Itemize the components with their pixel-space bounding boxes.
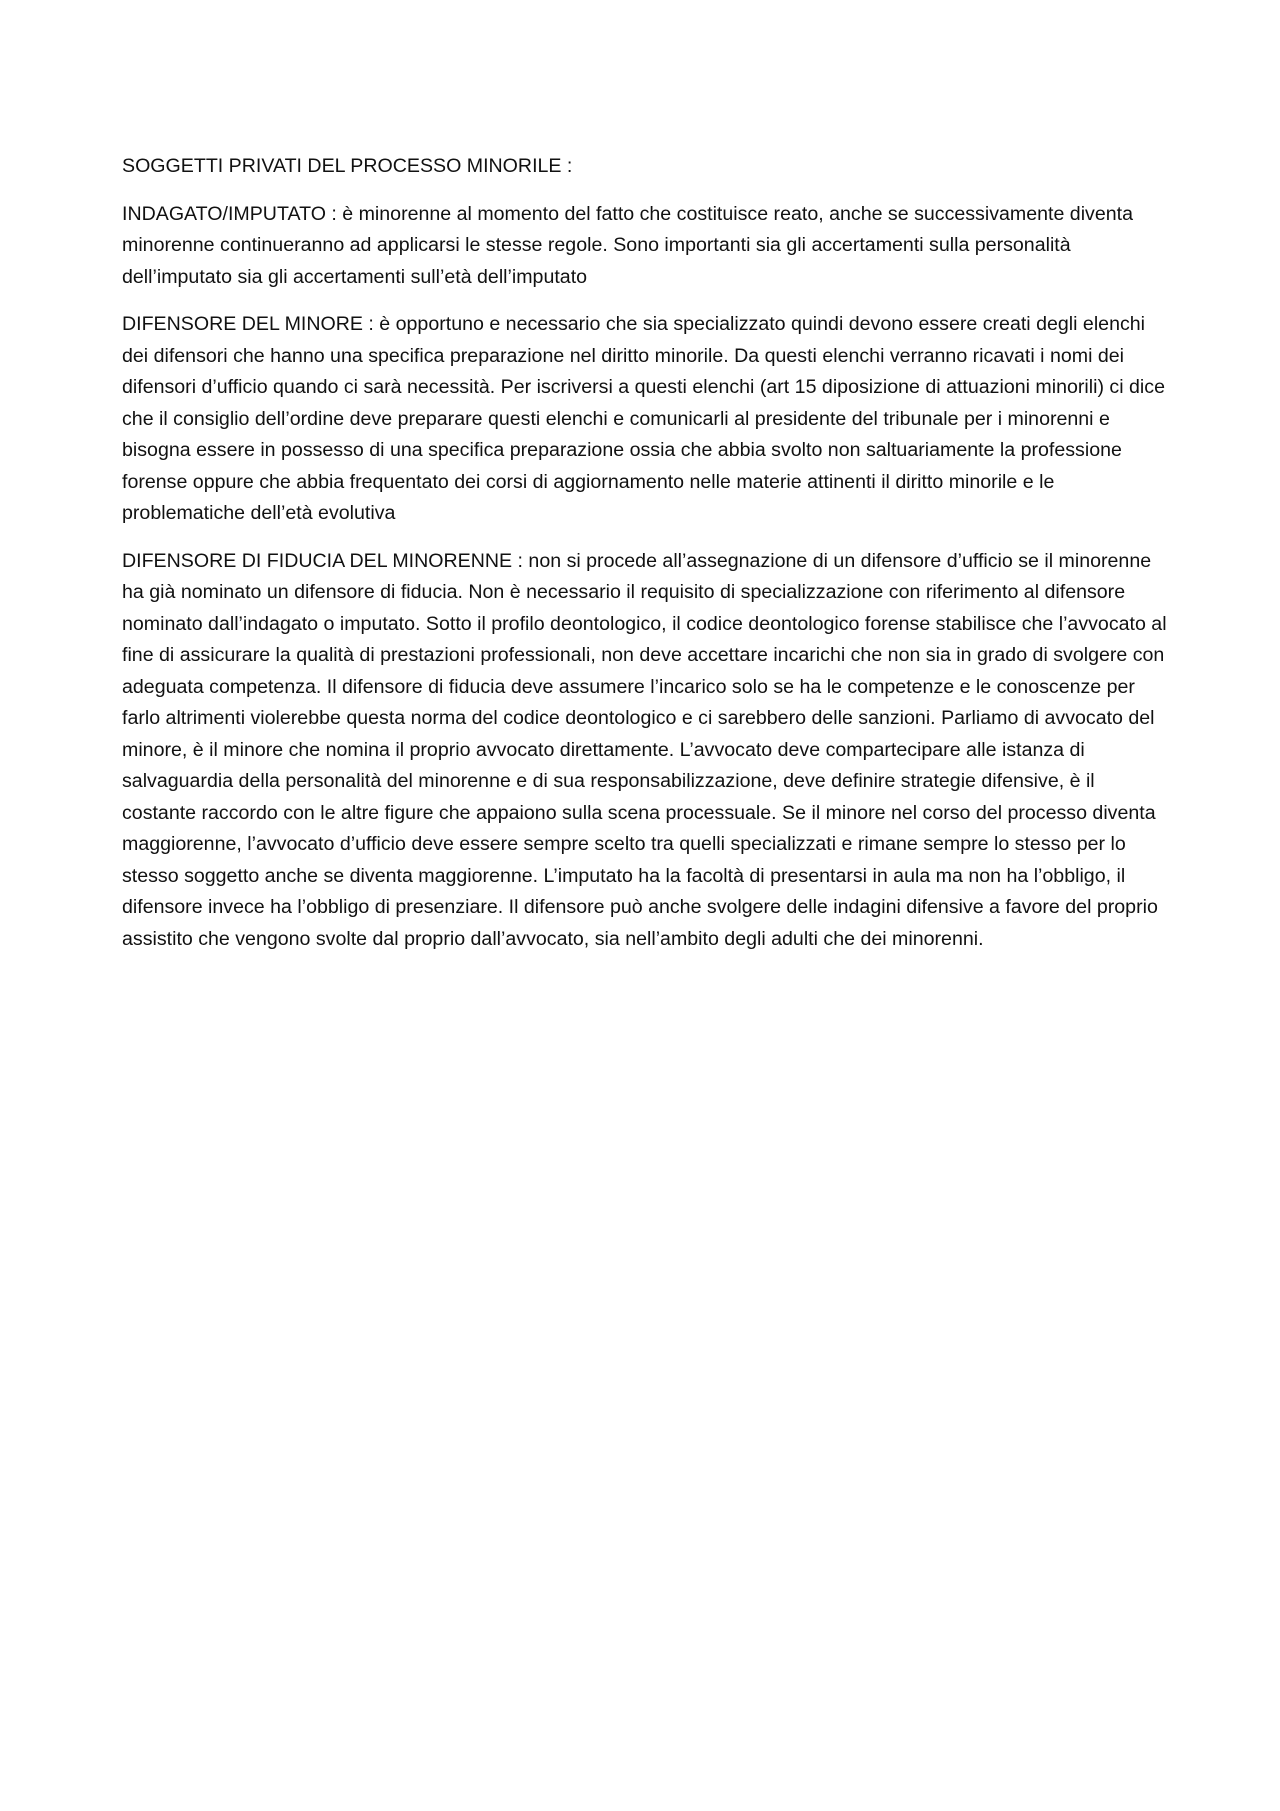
paragraph-difensore-di-fiducia: DIFENSORE DI FIDUCIA DEL MINORENNE : non si procede all’assegnazione di un difensore d’ufficio se il minorenne ha già nominato un difensore di fiducia. Non è necessario il requisito di specializzazione con riferimento al difensore nominato dall’indagato o imputato. Sotto il profilo deontologico, il codice deontologico forense stabilisce che l’avvocato al fine di assicurare la qualità di prestazioni professionali, non deve accettare incarichi che non sia in grado di svolgere con adeguata competenza. Il difensore di fiducia deve assumere l’incarico solo se ha le competenze e le conoscenze per farlo altrimenti violerebbe questa norma del codice deontologico e ci sarebbero delle sanzioni. Parliamo di avvocato del minore, è il minore che nomina il proprio avvocato direttamente. L’avvocato deve compartecipare alle istanza di salvaguardia della personalità del minorenne e di sua responsabilizzazione, deve definire strategie difensive, è il costante raccordo con le altre figure che appaiono sulla scena processuale. Se il minore nel corso del processo diventa maggiorenne, l’avvocato d’ufficio deve essere sempre scelto tra quelli specializzati e rimane sempre lo stesso per lo stesso soggetto anche se diventa maggiorenne. L’imputato ha la facoltà di presentarsi in aula ma non ha l’obbligo, il difensore invece ha l’obbligo di presenziare. Il difensore può anche svolgere delle indagini difensive a favore del proprio assistito che vengono svolte dal proprio dall’avvocato, sia nell’ambito degli adulti che dei minorenni. — [122, 549, 1167, 950]
document-body — [122, 151, 1172, 971]
paragraph-difensore-del-minore: DIFENSORE DEL MINORE : è opportuno e necessario che sia specializzato quindi devono essere creati degli elenchi dei difensori che hanno una specifica preparazione nel diritto minorile. Da questi elenchi verranno ricavati i nomi dei difensori d’ufficio quando ci sarà necessità. Per iscriversi a questi elenchi (art 15 diposizione di attuazioni minorili) ci dice che il consiglio dell’ordine deve preparare questi elenchi e comunicarli al presidente del tribunale per i minorenni e bisogna essere in possesso di una specifica preparazione ossia che abbia svolto non saltuariamente la professione forense oppure che abbia frequentato dei corsi di aggiornamento nelle materie attinenti il diritto minorile e le problematiche dell’età evolutiva — [122, 313, 1165, 524]
document-title: SOGGETTI PRIVATI DEL PROCESSO MINORILE : — [122, 155, 573, 177]
paragraph-indagato-imputato: INDAGATO/IMPUTATO : è minorenne al momento del fatto che costituisce reato, anche se successivamente diventa minorenne continueranno ad applicarsi le stesse regole. Sono importanti sia gli accertamenti sulla personalità dell’imputato sia gli accertamenti sull’età dell’imputato — [122, 202, 1133, 288]
